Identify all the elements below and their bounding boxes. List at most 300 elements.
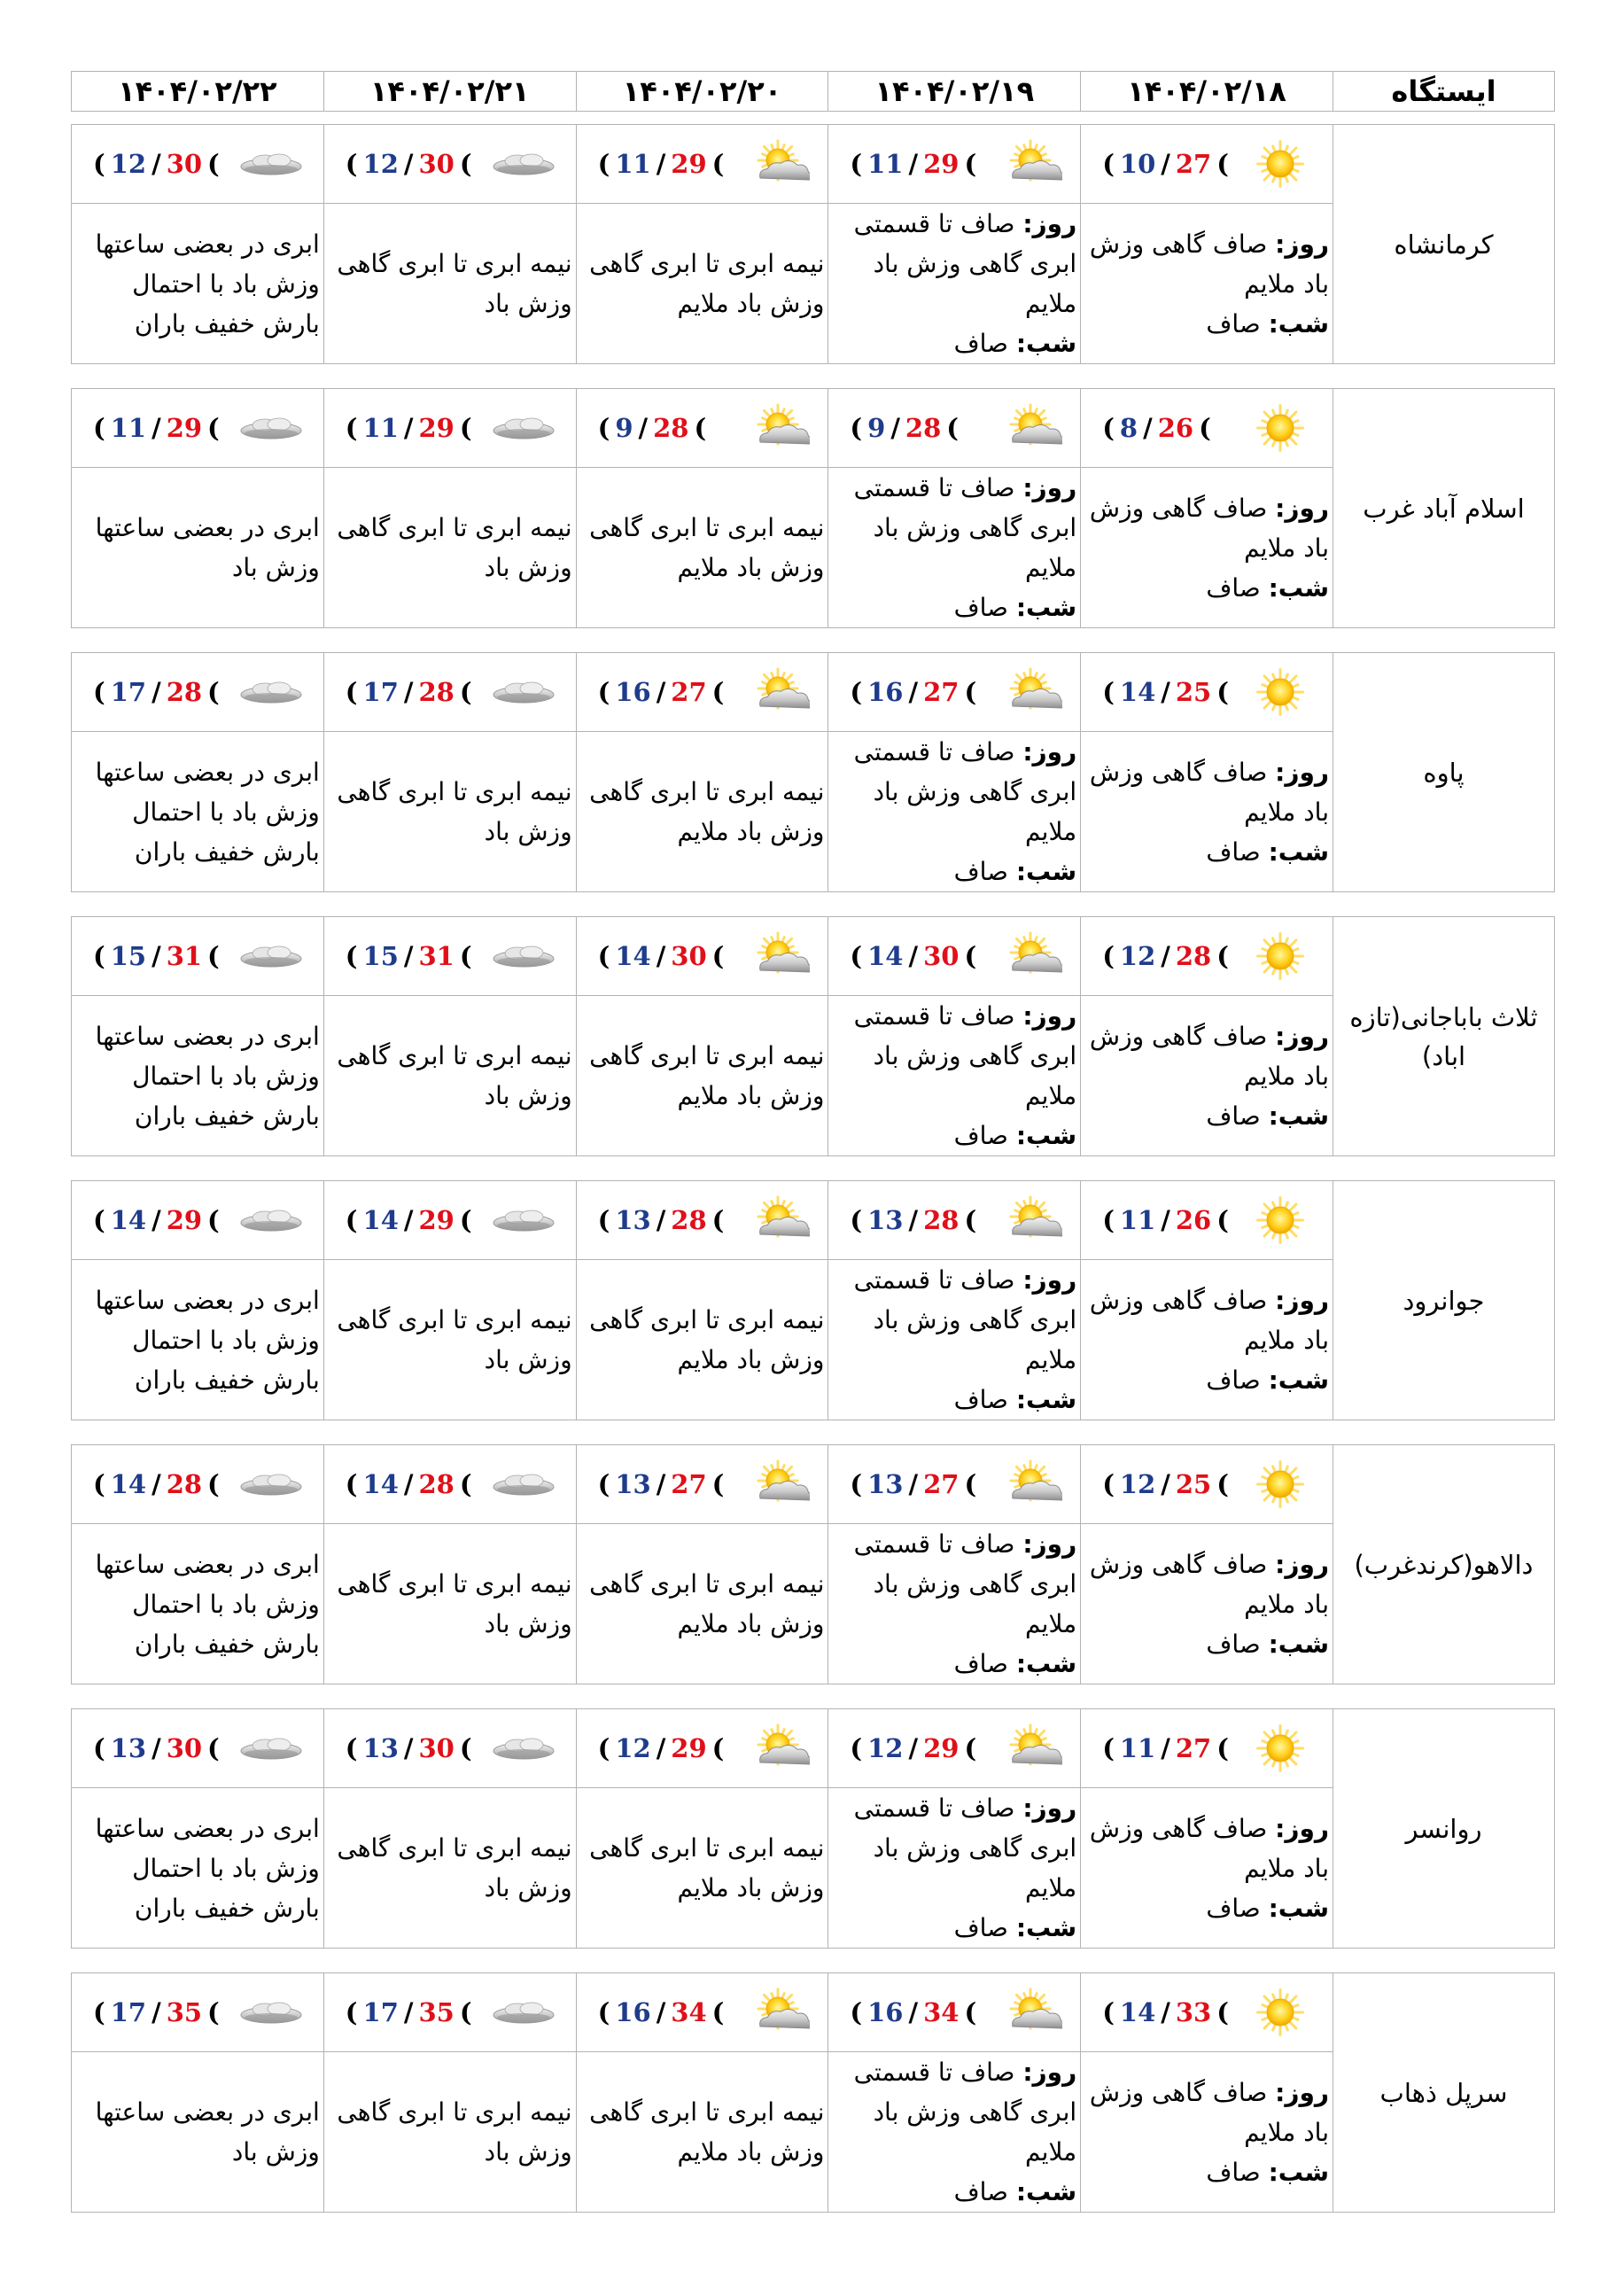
night-text: صاف [953,2177,1008,2206]
night-label: شب: [1268,1101,1329,1131]
forecast-text: ابری در بعضی ساعتها وزش باد با احتمال بارش خفیف باران [72,732,324,892]
min-temp: 14 [110,1469,147,1499]
forecast-text: ابری در بعضی ساعتها وزش باد با احتمال بارش خفیف باران [72,204,324,364]
max-temp: 30 [166,1733,203,1763]
weather-cell [576,1445,828,1524]
partly-cloudy-icon [741,401,810,455]
min-temp: 13 [110,1733,147,1763]
night-text: صاف [953,329,1008,358]
temperature-range: ( 14 / 25 ( [1102,677,1229,707]
weather-cell [72,1181,324,1260]
forecast-text: ابری در بعضی ساعتها وزش باد با احتمال بارش خفیف باران [72,1260,324,1420]
weather-cell [323,1709,576,1788]
night-label: شب: [1268,308,1329,338]
max-temp: 29 [923,149,960,179]
weather-cell [1081,1709,1333,1788]
temperature-range: ( 16 / 34 ( [850,1997,977,2027]
night-label: شب: [1268,836,1329,867]
max-temp: 34 [923,1997,960,2027]
day-text: صاف تا قسمتی ابری گاهی وزش باد ملایم [853,1529,1077,1638]
station-block [71,1444,1555,1684]
cloud-icon [489,401,558,455]
night-text: صاف [1206,1893,1261,1923]
station-name: روانسر [1333,1709,1554,1949]
temperature-range: ( 14 / 30 ( [850,941,977,971]
temperature-range: ( 12 / 25 ( [1102,1469,1229,1499]
night-text: صاف [953,857,1008,886]
min-temp: 17 [110,1997,147,2027]
forecast-text [828,468,1081,628]
temperature-range: ( 10 / 27 ( [1102,149,1229,179]
weather-cell [1081,1973,1333,2052]
temperature-range: ( 17 / 35 ( [345,1997,472,2027]
min-temp: 11 [1119,1733,1156,1763]
max-temp: 28 [166,1469,203,1499]
sun-icon [1246,1986,1315,2039]
header-date: ۱۴۰۴/۰۲/۲۰ [576,72,828,112]
partly-cloudy-icon [741,1458,810,1511]
forecast-text: نیمه ابری تا ابری گاهی وزش باد [323,732,576,892]
forecast-text [828,204,1081,364]
cloud-icon [237,1722,306,1775]
cloud-icon [237,665,306,719]
max-temp: 34 [671,1997,707,2027]
forecast-text: نیمه ابری تا ابری گاهی وزش باد ملایم [576,468,828,628]
max-temp: 28 [653,413,689,443]
header-date: ۱۴۰۴/۰۲/۱۹ [828,72,1081,112]
forecast-text [828,1788,1081,1949]
cloud-icon [489,665,558,719]
cloud-icon [237,1194,306,1247]
day-text: صاف گاهی وزش باد ملایم [1089,1021,1329,1091]
cloud-icon [237,1458,306,1511]
forecast-text: نیمه ابری تا ابری گاهی وزش باد [323,1788,576,1949]
night-label: شب: [1015,857,1077,886]
weather-cell [1081,1445,1333,1524]
weather-cell [1081,1181,1333,1260]
temperature-range: ( 12 / 30 ( [345,149,472,179]
min-temp: 9 [615,413,633,443]
temperature-range: ( 12 / 28 ( [1102,941,1229,971]
night-label: شب: [1268,572,1329,603]
temperature-range: ( 13 / 30 ( [345,1733,472,1763]
station-name: کرمانشاه [1333,125,1554,364]
night-text: صاف [1206,836,1261,867]
min-temp: 11 [615,149,651,179]
weather-cell [1081,389,1333,468]
weather-cell [576,389,828,468]
weather-cell [72,389,324,468]
weather-cell [323,1181,576,1260]
night-text: صاف [1206,308,1261,338]
forecast-text [828,1260,1081,1420]
max-temp: 29 [671,1733,707,1763]
temperature-range: ( 11 / 27 ( [1102,1733,1229,1763]
max-temp: 27 [1175,1733,1212,1763]
weather-cell [1081,653,1333,732]
day-label: روز: [1022,1001,1077,1031]
max-temp: 31 [166,941,203,971]
weather-cell [72,653,324,732]
weather-cell [828,1445,1081,1524]
day-text: صاف تا قسمتی ابری گاهی وزش باد ملایم [853,209,1077,318]
temperature-range: ( 11 / 29 ( [345,413,472,443]
min-temp: 13 [867,1469,904,1499]
day-label: روز: [1022,2058,1077,2087]
temperature-range: ( 13 / 28 ( [597,1205,725,1235]
forecast-text: ابری در بعضی ساعتها وزش باد با احتمال بارش خفیف باران [72,996,324,1156]
day-text: صاف تا قسمتی ابری گاهی وزش باد ملایم [853,1001,1077,1110]
partly-cloudy-icon [993,1458,1062,1511]
night-text: صاف [1206,1365,1261,1395]
min-temp: 11 [1119,1205,1156,1235]
forecast-text [1081,2052,1333,2213]
day-label: روز: [1275,2077,1329,2107]
min-temp: 13 [867,1205,904,1235]
weather-cell [576,653,828,732]
max-temp: 27 [923,677,960,707]
day-text: صاف گاهی وزش باد ملایم [1089,2077,1329,2147]
day-text: صاف تا قسمتی ابری گاهی وزش باد ملایم [853,2058,1077,2167]
max-temp: 26 [1175,1205,1212,1235]
temperature-range: ( 14 / 28 ( [345,1469,472,1499]
day-label: روز: [1022,1265,1077,1295]
night-text: صاف [953,593,1008,622]
forecast-text: نیمه ابری تا ابری گاهی وزش باد ملایم [576,204,828,364]
min-temp: 12 [362,149,399,179]
night-text: صاف [953,1649,1008,1678]
header-date: ۱۴۰۴/۰۲/۲۱ [323,72,576,112]
station-block [71,1180,1555,1420]
weather-cell [1081,917,1333,996]
day-label: روز: [1275,1285,1329,1315]
day-text: صاف گاهی وزش باد ملایم [1089,1813,1329,1883]
cloud-icon [489,1986,558,2039]
weather-cell [323,389,576,468]
temperature-range: ( 9 / 28 ( [850,413,959,443]
min-temp: 11 [867,149,904,179]
forecast-text [828,1524,1081,1684]
night-label: شب: [1268,2157,1329,2187]
header-station: ایستگاه [1333,72,1554,112]
temperature-range: ( 15 / 31 ( [93,941,220,971]
temperature-range: ( 11 / 29 ( [93,413,220,443]
station-block [71,124,1555,364]
min-temp: 14 [362,1205,399,1235]
forecast-text: نیمه ابری تا ابری گاهی وزش باد [323,1524,576,1684]
day-label: روز: [1275,1549,1329,1579]
sun-icon [1246,1194,1315,1247]
station-name: دالاهو(کرندغرب) [1333,1445,1554,1684]
partly-cloudy-icon [741,137,810,191]
max-temp: 30 [418,1733,455,1763]
weather-cell [1081,125,1333,204]
forecast-text: نیمه ابری تا ابری گاهی وزش باد [323,2052,576,2213]
temperature-range: ( 14 / 30 ( [597,941,725,971]
cloud-icon [489,1458,558,1511]
weather-cell [72,1445,324,1524]
day-text: صاف تا قسمتی ابری گاهی وزش باد ملایم [853,1265,1077,1374]
weather-cell [828,917,1081,996]
max-temp: 25 [1175,1469,1212,1499]
night-label: شب: [1015,1385,1077,1414]
max-temp: 28 [1175,941,1212,971]
day-label: روز: [1275,493,1329,523]
max-temp: 29 [671,149,707,179]
temperature-range: ( 17 / 35 ( [93,1997,220,2027]
min-temp: 12 [867,1733,904,1763]
forecast-text [1081,468,1333,628]
cloud-icon [237,401,306,455]
day-label: روز: [1022,1529,1077,1559]
station-name: پاوه [1333,653,1554,892]
weather-cell [323,917,576,996]
station-block [71,1972,1555,2213]
min-temp: 14 [867,941,904,971]
max-temp: 30 [166,149,203,179]
day-label: روز: [1022,1793,1077,1823]
temperature-range: ( 11 / 29 ( [850,149,977,179]
cloud-icon [237,930,306,983]
max-temp: 35 [166,1997,203,2027]
min-temp: 12 [1119,941,1156,971]
max-temp: 28 [905,413,942,443]
forecast-text [1081,204,1333,364]
max-temp: 28 [418,1469,455,1499]
max-temp: 28 [418,677,455,707]
weather-cell [828,653,1081,732]
station-name: جوانرود [1333,1181,1554,1420]
temperature-range: ( 14 / 29 ( [345,1205,472,1235]
weather-cell [576,917,828,996]
max-temp: 28 [671,1205,707,1235]
min-temp: 15 [110,941,147,971]
sun-icon [1246,1458,1315,1511]
max-temp: 29 [418,413,455,443]
forecast-text: نیمه ابری تا ابری گاهی وزش باد ملایم [576,732,828,892]
forecast-text [828,996,1081,1156]
temperature-range: ( 16 / 34 ( [597,1997,725,2027]
day-text: صاف تا قسمتی ابری گاهی وزش باد ملایم [853,1793,1077,1902]
max-temp: 27 [923,1469,960,1499]
temperature-range: ( 11 / 29 ( [597,149,725,179]
min-temp: 12 [615,1733,651,1763]
partly-cloudy-icon [993,665,1062,719]
night-label: شب: [1015,1121,1077,1150]
forecast-text [1081,1788,1333,1949]
max-temp: 29 [166,1205,203,1235]
max-temp: 29 [166,413,203,443]
station-block [71,1708,1555,1949]
forecast-text [828,732,1081,892]
day-label: روز: [1275,1813,1329,1843]
min-temp: 11 [362,413,399,443]
min-temp: 11 [110,413,147,443]
day-label: روز: [1022,209,1077,238]
day-label: روز: [1275,757,1329,787]
min-temp: 15 [362,941,399,971]
temperature-range: ( 14 / 33 ( [1102,1997,1229,2027]
day-text: صاف تا قسمتی ابری گاهی وزش باد ملایم [853,737,1077,846]
night-label: شب: [1015,593,1077,622]
sun-icon [1246,401,1315,455]
temperature-range: ( 16 / 27 ( [850,677,977,707]
temperature-range: ( 12 / 30 ( [93,149,220,179]
max-temp: 29 [923,1733,960,1763]
min-temp: 14 [362,1469,399,1499]
day-text: صاف گاهی وزش باد ملایم [1089,493,1329,563]
night-text: صاف [1206,1629,1261,1659]
weather-cell [576,1973,828,2052]
day-text: صاف گاهی وزش باد ملایم [1089,229,1329,299]
min-temp: 17 [362,677,399,707]
weather-cell [828,389,1081,468]
temperature-range: ( 14 / 28 ( [93,1469,220,1499]
partly-cloudy-icon [741,1722,810,1775]
day-text: صاف گاهی وزش باد ملایم [1089,1549,1329,1619]
max-temp: 30 [671,941,707,971]
partly-cloudy-icon [993,137,1062,191]
max-temp: 26 [1157,413,1194,443]
max-temp: 25 [1175,677,1212,707]
max-temp: 31 [418,941,455,971]
night-label: شب: [1268,1365,1329,1395]
temperature-range: ( 9 / 28 ( [597,413,707,443]
min-temp: 12 [1119,1469,1156,1499]
max-temp: 27 [671,1469,707,1499]
forecast-text: نیمه ابری تا ابری گاهی وزش باد [323,996,576,1156]
max-temp: 28 [166,677,203,707]
weather-cell [72,1709,324,1788]
temperature-range: ( 13 / 30 ( [93,1733,220,1763]
day-label: روز: [1275,1021,1329,1051]
night-text: صاف [953,1121,1008,1150]
night-text: صاف [1206,2157,1261,2187]
forecast-text: نیمه ابری تا ابری گاهی وزش باد [323,1260,576,1420]
forecast-header [71,71,1555,112]
forecast-text [1081,996,1333,1156]
forecast-text: نیمه ابری تا ابری گاهی وزش باد [323,468,576,628]
temperature-range: ( 16 / 27 ( [597,677,725,707]
weather-cell [72,125,324,204]
weather-cell [323,1445,576,1524]
day-text: صاف گاهی وزش باد ملایم [1089,1285,1329,1355]
weather-cell [828,1973,1081,2052]
temperature-range: ( 12 / 29 ( [850,1733,977,1763]
station-name: سرپل ذهاب [1333,1973,1554,2213]
night-text: صاف [953,1385,1008,1414]
day-label: روز: [1022,737,1077,766]
station-block [71,916,1555,1156]
min-temp: 17 [362,1997,399,2027]
temperature-range: ( 17 / 28 ( [345,677,472,707]
min-temp: 13 [362,1733,399,1763]
temperature-range: ( 17 / 28 ( [93,677,220,707]
cloud-icon [237,137,306,191]
forecast-text: نیمه ابری تا ابری گاهی وزش باد ملایم [576,996,828,1156]
partly-cloudy-icon [741,665,810,719]
header-date: ۱۴۰۴/۰۲/۲۲ [72,72,324,112]
header-date: ۱۴۰۴/۰۲/۱۸ [1081,72,1333,112]
forecast-text [1081,732,1333,892]
forecast-text [1081,1260,1333,1420]
min-temp: 10 [1119,149,1156,179]
station-name: اسلام آباد غرب [1333,389,1554,628]
partly-cloudy-icon [993,401,1062,455]
temperature-range: ( 12 / 29 ( [597,1733,725,1763]
weather-cell [576,1181,828,1260]
night-label: شب: [1268,1893,1329,1923]
weather-cell [828,1181,1081,1260]
weather-cell [323,125,576,204]
sun-icon [1246,665,1315,719]
partly-cloudy-icon [993,930,1062,983]
max-temp: 30 [418,149,455,179]
max-temp: 33 [1175,1997,1212,2027]
weather-cell [72,917,324,996]
forecast-text: نیمه ابری تا ابری گاهی وزش باد ملایم [576,1524,828,1684]
max-temp: 30 [923,941,960,971]
weather-cell [72,1973,324,2052]
max-temp: 29 [418,1205,455,1235]
weather-cell [576,1709,828,1788]
forecast-text: ابری در بعضی ساعتها وزش باد [72,2052,324,2213]
night-label: شب: [1015,1649,1077,1678]
night-text: صاف [1206,572,1261,603]
max-temp: 28 [923,1205,960,1235]
sun-icon [1246,930,1315,983]
temperature-range: ( 8 / 26 ( [1102,413,1211,443]
partly-cloudy-icon [993,1722,1062,1775]
max-temp: 27 [671,677,707,707]
min-temp: 16 [615,1997,651,2027]
cloud-icon [489,1722,558,1775]
temperature-range: ( 13 / 27 ( [850,1469,977,1499]
cloud-icon [237,1986,306,2039]
station-block [71,388,1555,628]
forecast-text: نیمه ابری تا ابری گاهی وزش باد ملایم [576,2052,828,2213]
min-temp: 16 [615,677,651,707]
station-block [71,652,1555,892]
station-name: ثلاث باباجانی(تازه اباد) [1333,917,1554,1156]
cloud-icon [489,137,558,191]
day-text: صاف گاهی وزش باد ملایم [1089,757,1329,827]
night-text: صاف [1206,1101,1261,1131]
partly-cloudy-icon [993,1194,1062,1247]
forecast-text [1081,1524,1333,1684]
min-temp: 16 [867,677,904,707]
max-temp: 35 [418,1997,455,2027]
max-temp: 27 [1175,149,1212,179]
night-label: شب: [1268,1629,1329,1659]
partly-cloudy-icon [741,930,810,983]
partly-cloudy-icon [741,1986,810,2039]
day-label: روز: [1022,473,1077,502]
min-temp: 16 [867,1997,904,2027]
day-text: صاف تا قسمتی ابری گاهی وزش باد ملایم [853,473,1077,582]
weather-cell [323,653,576,732]
cloud-icon [489,930,558,983]
min-temp: 9 [867,413,886,443]
temperature-range: ( 14 / 29 ( [93,1205,220,1235]
weather-cell [828,1709,1081,1788]
partly-cloudy-icon [993,1986,1062,2039]
temperature-range: ( 13 / 27 ( [597,1469,725,1499]
min-temp: 8 [1119,413,1138,443]
night-label: شب: [1015,2177,1077,2206]
min-temp: 13 [615,1469,651,1499]
night-label: شب: [1015,329,1077,358]
